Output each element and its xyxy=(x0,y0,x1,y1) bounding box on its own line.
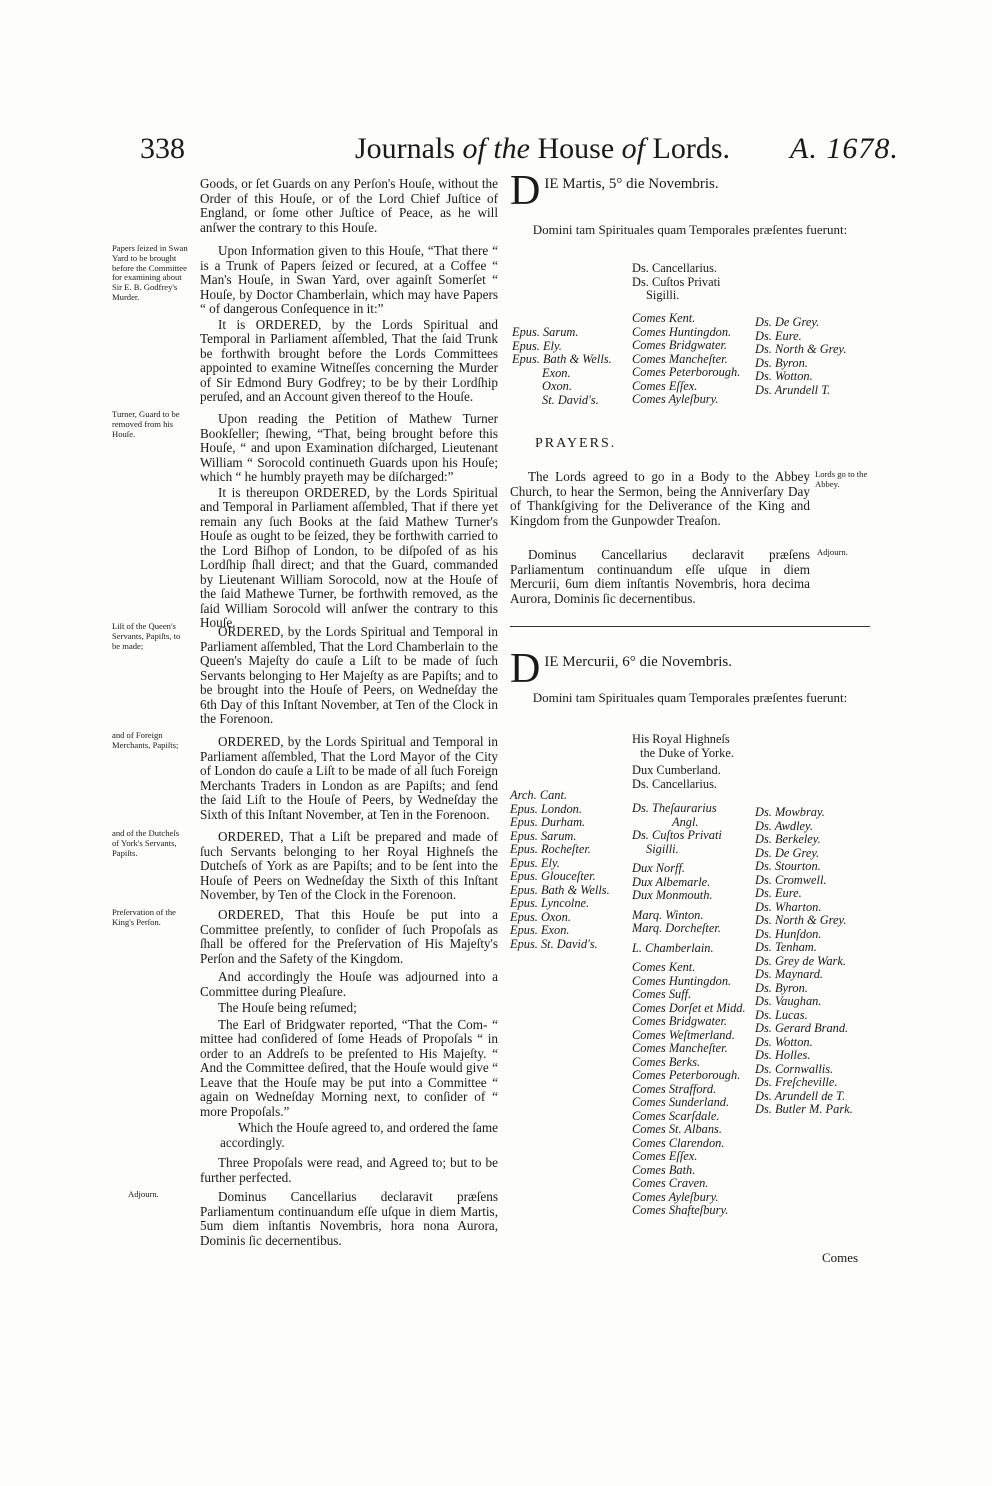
list-item: Ds. Wharton. xyxy=(755,899,822,914)
list-item: Ds. North & Grey. xyxy=(755,913,847,927)
list-item: Comes Dorſet et Midd. xyxy=(632,1000,746,1015)
present-statement: Domini tam Spirituales quam Temporales præſentes fuerunt: xyxy=(532,222,848,237)
list-item: Comes Scarſdale. xyxy=(632,1108,720,1123)
list-item: Ds. Cornwallis. xyxy=(755,1061,834,1076)
list-item: Ds. Vaughan. xyxy=(755,994,822,1008)
list-item: Ds. Gerard Brand. xyxy=(755,1021,849,1035)
left-block xyxy=(200,412,498,631)
list-item: Comes Bridgwater. xyxy=(632,338,727,352)
margin-note: Turner, Guard to be removed from his Houſe. xyxy=(112,409,180,439)
paragraph: The Lords agreed to go in a Body to the Abbey Church, to hear the Sermon, being the Anniverſary Day of Thankſgiving for the Deliverance of the King and Kingdom from the Gunpowder Treaſon. xyxy=(510,469,810,528)
list-item: Comes Huntingdon. xyxy=(632,973,732,988)
list-item: Comes Bridgwater. xyxy=(632,1014,727,1028)
paragraph: Three Propoſals were read, and Agreed to; but to be further perfected. xyxy=(200,1155,498,1185)
list-item: Epus. Sarum. xyxy=(510,828,577,843)
present-statement: Domini tam Spirituales quam Temporales præſentes fuerunt: xyxy=(532,690,848,705)
lords-list-top xyxy=(632,262,720,303)
list-item: Comes St. Albans. xyxy=(632,1122,722,1136)
list-item: Dux Monmouth. xyxy=(632,888,713,902)
list-item: Comes Mancheſter. xyxy=(632,1041,728,1055)
list-item: Sigilli. xyxy=(646,841,679,856)
paragraph: ORDERED, That a Liſt be prepared and made of ſuch Servants belonging to her Royal Highneſs the Dutcheſs of York as are Papiſts; and to be ſent into the Houſe of Peers on Wedneſday the Sixth of this Inſtant November, by Ten of the Clock in the Forenoon. xyxy=(200,829,498,902)
list-item: Ds. Tenham. xyxy=(755,940,817,954)
list-item: Ds. Arundell de T. xyxy=(755,1088,846,1103)
paragraph: The Earl of Bridgwater reported, “That the Com- “ mittee had conſidered of ſome Heads of Propoſals “ in order to an Addreſs to be preſented to His Majeſty. “ And the Committee deſired, that the Houſe would give “ Leave that the Houſe may be put into a Committee “ again on Wedneſday Morning next, to conſider of “ more Propoſals.” xyxy=(200,1016,498,1119)
left-block xyxy=(200,244,498,405)
list-item: Comes Huntingdon. xyxy=(632,324,732,339)
catchword: Comes xyxy=(822,1250,859,1265)
list-item: Sigilli. xyxy=(646,288,680,302)
list-item: Comes Craven. xyxy=(632,1176,709,1190)
list-item: Epus. Oxon. xyxy=(510,909,571,924)
list-item: Ds. Cuſtos Privati xyxy=(632,828,722,842)
left-block xyxy=(200,1190,498,1248)
drop-cap: D xyxy=(510,646,541,692)
list-item: Ds. Awdley. xyxy=(755,818,813,833)
list-item: Ds. Mowbray. xyxy=(755,805,825,819)
list-item: Comes Peterborough. xyxy=(632,1068,741,1082)
list-item: Comes Eſſex. xyxy=(632,1149,698,1163)
list-item: Ds. Arundell T. xyxy=(755,382,831,397)
session-date: IE Mercurii, 6° die Novembris. xyxy=(544,654,732,670)
session-date: IE Martis, 5° die Novembris. xyxy=(544,176,719,192)
page-title: Journals of the House of Lords. xyxy=(355,132,730,165)
left-column xyxy=(200,177,498,235)
list-item: Comes Sunderland. xyxy=(632,1095,730,1109)
list-item: Epus. Rocheſter. xyxy=(510,842,591,856)
paragraph: Which the Houſe agreed to, and ordered the ſame accordingly. xyxy=(220,1120,498,1150)
list-item: Epus. St. David's. xyxy=(510,936,598,951)
list-item: Epus. Bath & Wells. xyxy=(512,352,612,366)
list-item: Comes Shafteſbury. xyxy=(632,1203,729,1217)
list-item: St. David's. xyxy=(542,392,599,407)
drop-cap: D xyxy=(510,168,541,214)
paragraph: Dominus Cancellarius declaravit præſens Parliamentum continuandum eſſe uſque in diem Martis, 5um diem inſtantis Novembris, hora nona Aurora, Dominis ſic decernentibus. xyxy=(200,1189,498,1248)
left-block xyxy=(200,908,498,1185)
barons-list xyxy=(755,316,846,397)
paragraph: ORDERED, That this Houſe be put into a Committee preſently, to conſider of ſuch Propoſals as ſhall be offered for the Preſervation of His Majeſty's Perſon and the Safety of the Kingdom. xyxy=(200,907,498,966)
list-item: Epus. Ely. xyxy=(512,338,562,353)
list-item: Comes Kent. xyxy=(632,960,696,974)
bishops-list xyxy=(510,789,610,951)
list-item: Arch. Cant. xyxy=(510,788,568,802)
page-number: 338 xyxy=(140,132,185,165)
session-heading xyxy=(510,646,870,692)
barons-list xyxy=(755,806,853,1117)
list-item: Comes Clarendon. xyxy=(632,1135,725,1150)
list-item: Ds. Wotton. xyxy=(755,1034,813,1049)
earls-list xyxy=(632,312,740,407)
list-item: Comes Weſtmerland. xyxy=(632,1027,735,1042)
left-block xyxy=(200,625,498,727)
list-item: Comes Ayleſbury. xyxy=(632,1189,719,1204)
list-item: Ds. Stourton. xyxy=(755,859,821,873)
paragraph: Dominus Cancellarius declaravit præſens Parliamentum continuandum eſſe uſque in diem Mercurii, 6um diem inſtantis Novembris, hora decima Aurora, Dominis ſic decernentibus. xyxy=(510,547,810,606)
list-item: Ds. Freſcheville. xyxy=(755,1075,838,1089)
list-item: Epus. Durham. xyxy=(510,815,586,829)
paragraph: Upon Information given to this Houſe, “That there “ is a Trunk of Papers ſeized or ſecured, at a Coffee “ Man's Houſe, in Swan Yard, over againſt Somerſet “ Houſe, by Doctor Chamberlain, which may have Papers “ of dangerous Conſequence in it:” xyxy=(200,243,498,316)
list-item: Marq. Winton. xyxy=(632,907,704,922)
list-item: Ds. Theſaurarius xyxy=(632,801,717,815)
list-item: Ds. Grey de Wark. xyxy=(755,953,846,968)
list-item: Comes Bath. xyxy=(632,1162,696,1177)
list-item: Epus. Bath & Wells. xyxy=(510,882,610,897)
list-item: Marq. Dorcheſter. xyxy=(632,921,721,935)
list-item: Ds. Cancellarius. xyxy=(632,261,717,275)
lords-list-top xyxy=(632,733,734,791)
left-block xyxy=(200,735,498,822)
list-item: Comes Strafford. xyxy=(632,1081,717,1096)
paragraph: ORDERED, by the Lords Spiritual and Temporal in Parliament aſſembled, That the Lord Mayor of the City of London do cauſe a Liſt to be made of all ſuch Foreign Merchants Traders in London as are Papiſts; and ſend the ſaid Liſt to the Houſe of Peers, by Wedneſday the Sixth of this Inſtant November, at Ten in the Forenoon. xyxy=(200,734,498,822)
paragraph: It is thereupon ORDERED, by the Lords Spiritual and Temporal in Parliament aſſembled, That if there yet remain any ſuch Books at the ſaid Mathew Turner's Houſe as ought to be ſeized, they be forthwith carried to the Lord Biſhop of London, to be diſpoſed of as his Lordſhip ſhall direct; and that the Guard, commanded by Lieutenant William Sorocold, now at the Houſe of the ſaid Mathewe Turner, be forthwith removed, as the ſaid William Sorocold will anſwer the contrary to this Houſe. xyxy=(200,484,498,630)
list-item: Angl. xyxy=(672,814,699,829)
list-item: Ds. North & Grey. xyxy=(755,342,847,356)
list-item: Ds. Byron. xyxy=(755,980,808,995)
list-item: His Royal Highneſs xyxy=(632,732,730,746)
list-item: Comes Peterborough. xyxy=(632,365,741,379)
list-item: Exon. xyxy=(542,365,571,380)
margin-note: Lords go to the Abbey. xyxy=(815,469,868,489)
list-item: Oxon. xyxy=(542,379,572,393)
margin-note: Adjourn. xyxy=(128,1189,159,1199)
divider-rule xyxy=(510,626,870,627)
list-item: L. Chamberlain. xyxy=(632,940,714,955)
peers-list xyxy=(632,802,746,1218)
list-item: Ds. Berkeley. xyxy=(755,832,821,846)
list-item: the Duke of Yorke. xyxy=(640,745,734,760)
list-item: Comes Eſſex. xyxy=(632,378,698,393)
list-item: Ds. De Grey. xyxy=(755,315,820,329)
list-item: Ds. Lucas. xyxy=(755,1007,808,1022)
list-item: Ds. Wotton. xyxy=(755,369,813,383)
paragraph: Upon reading the Petition of Mathew Turner Bookſeller; ſhewing, “That, being brought before this Houſe, “ and upon Examination diſcharged, Lieutenant William “ Sorocold continueth Guards upon his Houſe; which “ he humbly prayeth may be diſcharged:” xyxy=(200,411,498,484)
paragraph: ORDERED, by the Lords Spiritual and Temporal in Parliament aſſembled, That the Lord Chamberlain to the Queen's Majeſty do cauſe a Liſt to be made of ſuch Servants belonging to Her Majeſty as are Papiſts; and to be brought into the Houſe of Peers, on Wedneſday the 6th Day of this Inſtant November, at Ten of the Clock in the Forenoon. xyxy=(200,624,498,726)
list-item: Ds. Cuſtos Privati xyxy=(632,274,721,289)
list-item: Epus. London. xyxy=(510,801,582,816)
paragraph: It is ORDERED, by the Lords Spiritual and Temporal in Parliament aſſembled, That the ſaid Trunk be forthwith brought before the Lords Committees appointed to examine Witneſſes concerning the Murder of Sir Edmond Bury Godfrey; to be by their Lordſhip peruſed, and an Account given thereof to the Houſe. xyxy=(200,316,498,404)
margin-note: Adjourn. xyxy=(817,547,848,557)
list-item: Ds. Cancellarius. xyxy=(632,776,717,791)
list-item: Dux Cumberland. xyxy=(632,763,721,777)
list-item: Ds. Holles. xyxy=(755,1048,811,1062)
paragraph: And accordingly the Houſe was adjourned into a Committee during Pleaſure. xyxy=(200,969,498,999)
margin-note: Liſt of the Queen's Servants, Papiſts, to be made; xyxy=(112,621,181,651)
list-item: Ds. Hunſdon. xyxy=(755,926,822,941)
margin-note: and of Foreign Merchants, Papiſts; xyxy=(112,730,179,750)
left-block xyxy=(200,830,498,903)
list-item: Comes Ayleſbury. xyxy=(632,392,719,406)
list-item: Ds. Butler M. Park. xyxy=(755,1102,853,1116)
list-item: Ds. Eure. xyxy=(755,886,802,900)
list-item: Comes Mancheſter. xyxy=(632,351,728,366)
session-heading xyxy=(510,168,870,214)
list-item: Comes Suff. xyxy=(632,987,692,1001)
list-item: Comes Kent. xyxy=(632,311,696,325)
list-item: Epus. Ely. xyxy=(510,855,560,870)
bishops-list xyxy=(512,326,612,407)
list-item: Ds. Maynard. xyxy=(755,967,824,981)
list-item: Epus. Exon. xyxy=(510,923,570,937)
list-item: Epus. Glouceſter. xyxy=(510,869,596,883)
margin-note: Papers ſeized in Swan Yard to be brought before the Committee for examining about Sir E. B. Godfrey's Murder. xyxy=(112,243,188,302)
list-item: Ds. Byron. xyxy=(755,355,808,370)
list-item: Dux Norff. xyxy=(632,861,686,875)
paragraph: Goods, or ſet Guards on any Perſon's Houſe, without the Order of this Houſe, or of the Lord Chief Juſtice of England, or ſome other Juſtice of Peace, as he will anſwer the contrary to this Houſe. xyxy=(200,176,498,235)
page-year: A. 1678. xyxy=(790,132,899,165)
paragraph: The Houſe being reſumed; xyxy=(218,1000,357,1015)
list-item: Ds. Cromwell. xyxy=(755,872,827,887)
prayers-heading: PRAYERS. xyxy=(535,436,617,451)
list-item: Ds. De Grey. xyxy=(755,845,820,860)
list-item: Epus. Sarum. xyxy=(512,325,579,339)
margin-note: and of the Dutcheſs of York's Servants, Papiſts. xyxy=(112,828,180,858)
list-item: Ds. Eure. xyxy=(755,328,802,343)
list-item: Comes Berks. xyxy=(632,1054,701,1069)
list-item: Epus. Lyncolne. xyxy=(510,896,590,910)
margin-note: Preſervation of the King's Perſon. xyxy=(112,907,176,927)
list-item: Dux Albemarle. xyxy=(632,874,711,889)
